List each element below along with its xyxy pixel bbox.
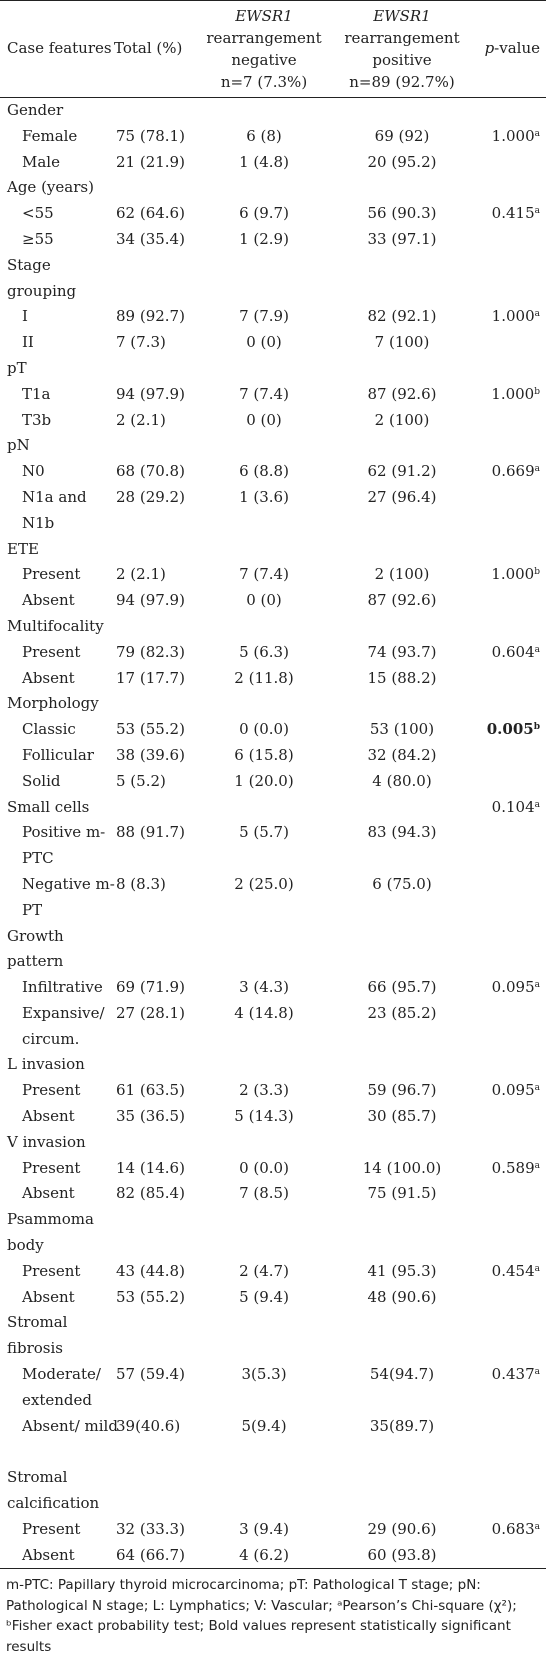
p-value-superscript: a	[534, 980, 540, 991]
total-cell: 35 (36.5)	[116, 1107, 185, 1126]
p-value: 1.000	[491, 565, 535, 584]
total-cell: 53 (55.2)	[116, 720, 185, 739]
positive-cell: 87 (92.6)	[367, 591, 437, 610]
negative-cell: 5(9.4)	[241, 1416, 287, 1435]
negative-cell: 0 (0.0)	[239, 1158, 289, 1177]
table-row	[0, 562, 546, 588]
positive-cell: 48 (90.6)	[367, 1287, 437, 1306]
table-row	[0, 743, 546, 769]
group-label: Stromal fibrosis	[7, 1313, 68, 1358]
table-group-row	[0, 1130, 546, 1156]
negative-cell: 1 (3.6)	[239, 487, 289, 506]
table-row	[0, 1517, 546, 1543]
row-label: Expansive/ circum.	[22, 1003, 105, 1048]
positive-cell: 20 (95.2)	[367, 152, 437, 171]
table-group-row	[0, 175, 546, 201]
p-value-superscript: a	[534, 128, 540, 139]
negative-cell: 2 (4.7)	[239, 1261, 289, 1280]
table-group-row	[0, 614, 546, 640]
row-label: Absent	[22, 1107, 75, 1126]
p-value-superscript: a	[534, 1083, 540, 1094]
positive-cell: 60 (93.8)	[367, 1545, 437, 1564]
p-value: 0.415	[491, 204, 535, 223]
total-cell: 89 (92.7)	[116, 307, 185, 326]
p-value-superscript: a	[534, 644, 540, 655]
row-label: T1a	[22, 384, 51, 403]
row-label: <55	[22, 204, 54, 223]
positive-cell: 7 (100)	[374, 333, 430, 352]
total-cell: 79 (82.3)	[116, 642, 185, 661]
row-label: Absent	[22, 1184, 75, 1203]
positive-cell: 53 (100)	[369, 720, 435, 739]
negative-cell: 6 (9.7)	[239, 204, 289, 223]
p-value: 0.589	[491, 1158, 535, 1177]
negative-cell: 7 (8.5)	[239, 1184, 289, 1203]
p-value-superscript: a	[534, 1367, 540, 1378]
negative-cell: 7 (7.9)	[239, 307, 289, 326]
p-value-superscript: a	[534, 464, 540, 475]
p-value: 0.104	[491, 797, 535, 816]
positive-cell: 6 (75.0)	[372, 874, 432, 893]
row-label: Present	[22, 1519, 81, 1538]
total-cell: 61 (63.5)	[116, 1081, 185, 1100]
p-value-cell	[460, 1362, 540, 1388]
table-group-row	[0, 795, 546, 821]
table-footnote: m-PTC: Papillary thyroid microcarcinoma; pT: Pathological T stage; pN: Pathological N stage; L: Lymphatics; V: Vascular; ᵃPearson’s Chi-square (χ²); ᵇFisher exact probability test; Bold values represent statistically significant results	[6, 1577, 517, 1655]
p-value-cell	[460, 382, 540, 408]
p-value: 0.005	[486, 720, 534, 739]
p-value: 1.000	[491, 307, 535, 326]
positive-cell: 56 (90.3)	[367, 204, 437, 223]
negative-cell: 4 (14.8)	[234, 1003, 294, 1022]
header-positive	[334, 5, 470, 93]
group-label: Gender	[7, 101, 64, 119]
table-group-row	[0, 1207, 546, 1259]
header-p-italic: p	[484, 39, 495, 57]
negative-cell: 3 (4.3)	[239, 978, 289, 997]
p-value-cell	[460, 201, 540, 227]
total-cell: 27 (28.1)	[116, 1003, 185, 1022]
positive-cell: 83 (94.3)	[367, 823, 437, 842]
header-positive-line2: rearrangement	[344, 29, 460, 47]
row-label: Present	[22, 642, 81, 661]
table-row	[0, 227, 546, 253]
p-value-superscript: a	[534, 1160, 540, 1171]
positive-cell: 62 (91.2)	[367, 462, 437, 481]
p-value-superscript: b	[533, 722, 540, 733]
header-negative-line3: negative	[231, 51, 297, 69]
positive-cell: 33 (97.1)	[367, 229, 437, 248]
p-value-cell	[460, 975, 540, 1001]
table-header	[0, 1, 546, 97]
row-label: Absent	[22, 1287, 75, 1306]
negative-cell: 0 (0)	[246, 333, 282, 352]
total-cell: 94 (97.9)	[116, 591, 185, 610]
p-value-cell	[460, 795, 540, 821]
table-group-row	[0, 1052, 546, 1078]
total-cell: 53 (55.2)	[116, 1287, 185, 1306]
negative-cell: 0 (0)	[246, 410, 282, 429]
p-value: 0.454	[491, 1261, 535, 1280]
header-positive-line3: positive	[372, 51, 432, 69]
positive-cell: 2 (100)	[374, 565, 430, 584]
negative-cell: 2 (25.0)	[234, 874, 294, 893]
total-cell: 39(40.6)	[116, 1416, 181, 1435]
row-label: Infiltrative	[22, 978, 103, 997]
p-value-cell	[460, 562, 540, 588]
p-value: 1.000	[491, 384, 535, 403]
table-row	[0, 1181, 546, 1207]
negative-cell: 0 (0.0)	[239, 720, 289, 739]
table-row	[0, 1156, 546, 1182]
table-row	[0, 975, 546, 1001]
positive-cell: 29 (90.6)	[367, 1519, 437, 1538]
group-label: pN	[7, 436, 30, 455]
table-row	[0, 1414, 546, 1466]
group-label: ETE	[7, 539, 39, 558]
group-label: Growth pattern	[7, 926, 64, 971]
positive-cell: 74 (93.7)	[367, 642, 437, 661]
table-row	[0, 485, 546, 537]
group-label: pT	[7, 358, 27, 377]
negative-cell: 7 (7.4)	[239, 384, 289, 403]
total-cell: 64 (66.7)	[116, 1545, 185, 1564]
row-label: Absent	[22, 591, 75, 610]
p-value-superscript: a	[534, 799, 540, 810]
p-value-cell	[460, 124, 540, 150]
total-cell: 2 (2.1)	[116, 565, 166, 584]
p-value-cell	[460, 304, 540, 330]
total-cell: 5 (5.2)	[116, 771, 166, 790]
table-row	[0, 717, 546, 743]
table-body	[0, 98, 546, 1568]
header-negative-gene: EWSR1	[235, 7, 293, 25]
negative-cell: 2 (3.3)	[239, 1081, 289, 1100]
p-value-superscript: a	[534, 206, 540, 217]
group-label: Stromal calcification	[7, 1468, 100, 1513]
row-label: Present	[22, 1158, 81, 1177]
group-label: Morphology	[7, 694, 99, 713]
negative-cell: 2 (11.8)	[234, 668, 294, 687]
p-value: 0.683	[491, 1519, 535, 1538]
header-negative-line2: rearrangement	[206, 29, 322, 47]
header-p-rest: -value	[494, 39, 540, 57]
table-row	[0, 1078, 546, 1104]
row-label: Solid	[22, 771, 61, 790]
negative-cell: 7 (7.4)	[239, 565, 289, 584]
table-group-row	[0, 924, 546, 976]
p-value-cell	[460, 640, 540, 666]
row-label: Negative m-PT	[22, 874, 115, 919]
table-row	[0, 382, 546, 408]
table-row	[0, 820, 546, 872]
negative-cell: 6 (8)	[246, 126, 282, 145]
p-value-superscript: b	[534, 567, 540, 578]
negative-cell: 5 (5.7)	[239, 823, 289, 842]
table-row	[0, 1259, 546, 1285]
positive-cell: 41 (95.3)	[367, 1261, 437, 1280]
row-label: ≥55	[22, 229, 54, 248]
total-cell: 94 (97.9)	[116, 384, 185, 403]
p-value: 0.437	[491, 1365, 535, 1384]
table-row	[0, 1001, 546, 1053]
table-row	[0, 201, 546, 227]
header-total: Total (%)	[114, 39, 183, 57]
total-cell: 57 (59.4)	[116, 1365, 185, 1384]
positive-cell: 4 (80.0)	[372, 771, 432, 790]
total-cell: 34 (35.4)	[116, 229, 185, 248]
table-group-row	[0, 253, 546, 305]
total-cell: 75 (78.1)	[116, 126, 185, 145]
p-value-superscript: a	[534, 309, 540, 320]
table-group-row	[0, 356, 546, 382]
table-group-row	[0, 691, 546, 717]
positive-cell: 82 (92.1)	[367, 307, 437, 326]
group-label: L invasion	[7, 1055, 85, 1074]
row-label: Present	[22, 1261, 81, 1280]
positive-cell: 75 (91.5)	[367, 1184, 437, 1203]
table-group-row	[0, 1310, 546, 1362]
total-cell: 21 (21.9)	[116, 152, 185, 171]
table-row	[0, 769, 546, 795]
negative-cell: 4 (6.2)	[239, 1545, 289, 1564]
total-cell: 14 (14.6)	[116, 1158, 185, 1177]
header-negative-n: n=7 (7.3%)	[220, 73, 308, 91]
negative-cell: 0 (0)	[246, 591, 282, 610]
total-cell: 82 (85.4)	[116, 1184, 185, 1203]
positive-cell: 87 (92.6)	[367, 384, 437, 403]
p-value-cell	[460, 717, 540, 743]
total-cell: 17 (17.7)	[116, 668, 185, 687]
negative-cell: 6 (15.8)	[234, 745, 294, 764]
p-value-cell	[460, 1259, 540, 1285]
p-value-cell	[460, 1078, 540, 1104]
table-row	[0, 872, 546, 924]
table-row	[0, 640, 546, 666]
header-positive-n: n=89 (92.7%)	[349, 73, 455, 91]
table-row	[0, 1104, 546, 1130]
header-positive-gene: EWSR1	[373, 7, 431, 25]
table-row	[0, 304, 546, 330]
negative-cell: 5 (14.3)	[234, 1107, 294, 1126]
table-group-row	[0, 1465, 546, 1517]
total-cell: 28 (29.2)	[116, 487, 185, 506]
row-label: Male	[22, 152, 60, 171]
positive-cell: 35(89.7)	[369, 1416, 435, 1435]
negative-cell: 3(5.3)	[241, 1365, 287, 1384]
negative-cell: 5 (6.3)	[239, 642, 289, 661]
table-row	[0, 1285, 546, 1311]
positive-cell: 59 (96.7)	[367, 1081, 437, 1100]
group-label: Multifocality	[7, 616, 104, 635]
total-cell: 8 (8.3)	[116, 874, 166, 893]
p-value-superscript: b	[534, 386, 540, 397]
table-row	[0, 1362, 546, 1414]
total-cell: 2 (2.1)	[116, 410, 166, 429]
total-cell: 7 (7.3)	[116, 333, 166, 352]
group-label: Age (years)	[7, 178, 94, 197]
total-cell: 43 (44.8)	[116, 1261, 185, 1280]
p-value-cell	[460, 459, 540, 485]
group-label: V invasion	[7, 1132, 86, 1151]
table-group-row	[0, 98, 546, 124]
negative-cell: 1 (4.8)	[239, 152, 289, 171]
positive-cell: 32 (84.2)	[367, 745, 437, 764]
positive-cell: 30 (85.7)	[367, 1107, 437, 1126]
p-value-superscript: a	[534, 1521, 540, 1532]
row-label: I	[22, 307, 28, 326]
table-row	[0, 330, 546, 356]
table-group-row	[0, 433, 546, 459]
header-negative	[204, 5, 324, 93]
p-value: 1.000	[491, 126, 535, 145]
positive-cell: 66 (95.7)	[367, 978, 437, 997]
row-label: T3b	[22, 410, 52, 429]
row-label: N0	[22, 462, 45, 481]
positive-cell: 23 (85.2)	[367, 1003, 437, 1022]
row-label: Follicular	[22, 745, 94, 764]
header-p-value	[466, 37, 540, 59]
group-label: Psammoma body	[7, 1210, 94, 1255]
total-cell: 62 (64.6)	[116, 204, 185, 223]
row-label: Absent	[22, 668, 75, 687]
row-label: Moderate/ extended	[22, 1365, 101, 1409]
header-case-features: Case features	[7, 39, 112, 57]
total-cell: 69 (71.9)	[116, 978, 185, 997]
positive-cell: 15 (88.2)	[367, 668, 437, 687]
negative-cell: 1 (20.0)	[234, 771, 294, 790]
row-label: Absent	[22, 1545, 75, 1564]
row-label: Positive m-PTC	[22, 823, 106, 868]
total-cell: 68 (70.8)	[116, 462, 185, 481]
positive-cell: 14 (100.0)	[362, 1158, 442, 1177]
row-label: II	[22, 333, 34, 352]
negative-cell: 3 (9.4)	[239, 1519, 289, 1538]
p-value-cell	[460, 1517, 540, 1543]
table-group-row	[0, 537, 546, 563]
positive-cell: 54(94.7)	[369, 1365, 435, 1384]
p-value: 0.669	[491, 462, 535, 481]
row-label: Classic	[22, 720, 76, 739]
p-value: 0.095	[491, 978, 535, 997]
table-row	[0, 588, 546, 614]
total-cell: 88 (91.7)	[116, 823, 185, 842]
p-value-cell	[460, 1156, 540, 1182]
negative-cell: 5 (9.4)	[239, 1287, 289, 1306]
group-label: Small cells	[7, 797, 90, 816]
p-value: 0.604	[491, 642, 535, 661]
positive-cell: 69 (92)	[374, 126, 430, 145]
table-row	[0, 408, 546, 434]
total-cell: 32 (33.3)	[116, 1519, 185, 1538]
negative-cell: 1 (2.9)	[239, 229, 289, 248]
row-label: Present	[22, 1081, 81, 1100]
total-cell: 38 (39.6)	[116, 745, 185, 764]
row-label: N1a and N1b	[22, 487, 87, 532]
p-value-superscript: a	[534, 1263, 540, 1274]
table-row	[0, 150, 546, 176]
row-label: Female	[22, 126, 78, 145]
table-row	[0, 124, 546, 150]
row-label: Present	[22, 565, 81, 584]
table-row	[0, 459, 546, 485]
row-label: Absent/ mild	[22, 1416, 118, 1435]
table-row	[0, 1543, 546, 1569]
positive-cell: 27 (96.4)	[367, 487, 437, 506]
group-label: Stage grouping	[7, 255, 77, 300]
negative-cell: 6 (8.8)	[239, 462, 289, 481]
table-row	[0, 666, 546, 692]
positive-cell: 2 (100)	[374, 410, 430, 429]
p-value: 0.095	[491, 1081, 535, 1100]
